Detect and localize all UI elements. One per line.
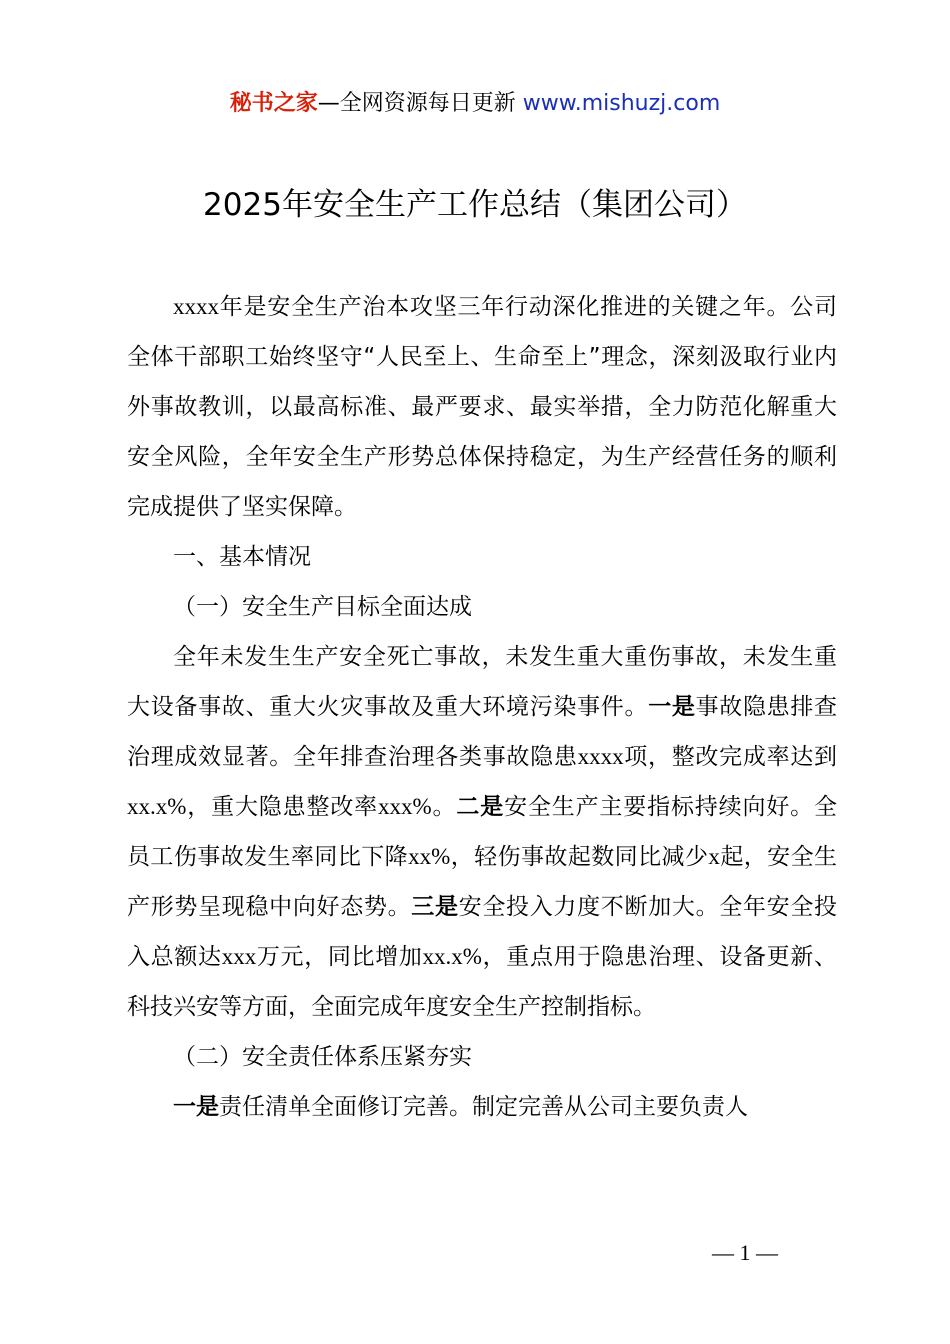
keyword-first: 一是: [173, 1094, 219, 1120]
banner-url-link[interactable]: www.mishuzj.com: [522, 91, 721, 116]
value-minor-injury-reduction: x: [708, 844, 720, 869]
text-run: 万元，同比增加: [256, 944, 423, 970]
text-run: 安全投入力度不断加大。全年安全投入总额达: [127, 894, 838, 970]
site-banner: [0, 86, 950, 122]
banner-slogan: —全网资源每日更新: [317, 91, 523, 116]
value-hazard-count: xxxx: [577, 744, 624, 769]
text-run: 。: [431, 794, 457, 820]
brand-name: 秘书之家: [229, 91, 318, 116]
subsection-2-paragraph: [127, 1082, 837, 1132]
text-run: 项，整改完成率达到: [623, 744, 838, 770]
section-heading: 一、基本情况: [173, 544, 311, 570]
intro-text: 年是安全生产治本攻坚三年行动深化推进的关键之年。公司全体干部职工始终坚守“人民至上、生命至上”理念，深刻汲取行业内外事故教训，以最高标准、最严要求、最实举措，全力防范化解重大安全风险，全年安全生产形势总体保持稳定，为生产经营任务的顺利完成提供了坚实保障。: [127, 294, 837, 520]
page-number: — 1 —: [712, 1240, 778, 1265]
text-run: ，轻伤事故起数同比减少: [450, 844, 709, 870]
text-run: 安全生产主要指标持续向好。全员工伤事故发生率同比下降: [127, 794, 838, 870]
keyword-first: 一是: [648, 694, 696, 720]
value-major-rectification-rate: xxx%: [378, 794, 432, 819]
keyword-third: 三是: [411, 894, 459, 920]
subsection-heading-2: （二）安全责任体系压紧夯实: [173, 1044, 472, 1070]
document-body: [127, 282, 837, 1132]
text-run: ，重大隐患整改率: [186, 794, 379, 820]
value-investment-growth: xx.x%: [422, 944, 482, 969]
value-injury-decline: xx%: [408, 844, 451, 869]
text-run: 责任清单全面修订完善。制定完善从公司主要负责人: [219, 1094, 748, 1120]
text-run: 事故隐患排查治理成效显著。全年排查治理各类事故隐患: [127, 694, 838, 770]
subsection-heading-1: （一）安全生产目标全面达成: [173, 594, 472, 620]
keyword-second: 二是: [456, 794, 505, 820]
subsection-1-paragraph: [127, 632, 837, 1032]
intro-year: xxxx: [173, 294, 219, 319]
text-run: 全年未发生生产安全死亡事故，未发生重大重伤事故，未发生重大设备事故、重大火灾事故及重大环境污染事件。: [127, 644, 837, 720]
intro-paragraph: [127, 282, 837, 532]
text-run: ，重点用于隐患治理、设备更新、科技兴安等方面，全面完成年度安全生产控制指标。: [127, 944, 838, 1020]
text-run: 起，安全生产形势呈现稳中向好态势。: [127, 844, 838, 920]
document-title: 2025年安全生产工作总结（集团公司）: [203, 187, 747, 223]
value-rectification-rate: xx.x%: [127, 794, 187, 819]
value-investment-total: xxx: [221, 944, 257, 969]
